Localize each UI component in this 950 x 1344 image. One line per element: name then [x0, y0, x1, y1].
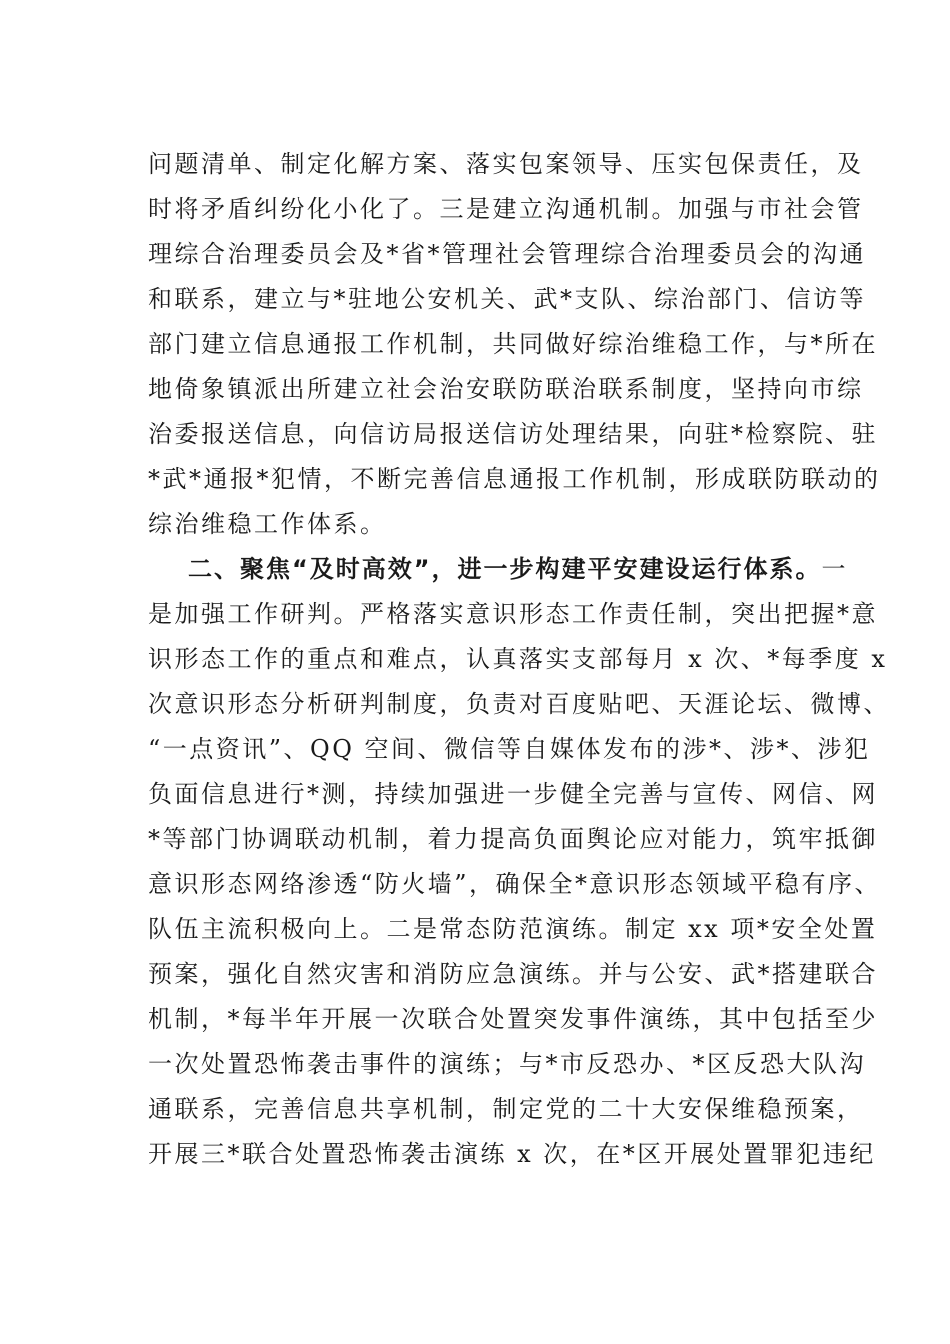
body-line: 问题清单、制定化解方案、落实包案领导、压实包保责任，及 [148, 150, 864, 178]
body-line: 意识形态网络渗透“防火墙”，确保全*意识形态领域平稳有序、 [148, 870, 882, 898]
body-line: 部门建立信息通报工作机制，共同做好综治维稳工作，与*所在 [148, 330, 878, 358]
body-line: *武*通报*犯情，不断完善信息通报工作机制，形成联防联动的 [148, 465, 881, 493]
body-line: 时将矛盾纠纷化小化了。三是建立沟通机制。加强与市社会管 [148, 195, 864, 223]
body-line: 通联系，完善信息共享机制，制定党的二十大安保维稳预案， [148, 1095, 864, 1123]
body-line: 队伍主流积极向上。二是常态防范演练。制定 xx 项*安全处置 [148, 915, 878, 943]
body-line: 治委报送信息，向信访局报送信访处理结果，向驻*检察院、驻 [148, 420, 878, 448]
heading-line-rest: 一 [821, 555, 849, 583]
section-heading: 二、聚焦“及时高效”，进一步构建平安建设运行体系。 [188, 555, 822, 583]
body-line: 一次处置恐怖袭击事件的演练；与*市反恐办、*区反恐大队沟 [148, 1050, 866, 1078]
body-line: “一点资讯”、QQ 空间、微信等自媒体发布的涉*、涉*、涉犯 [148, 735, 871, 763]
section-heading-line [188, 549, 848, 589]
body-line: 负面信息进行*测，持续加强进一步健全完善与宣传、网信、网 [148, 780, 878, 808]
body-line: 理综合治理委员会及*省*管理社会管理综合治理委员会的沟通 [148, 240, 866, 268]
body-line: 机制，*每半年开展一次联合处置突发事件演练，其中包括至少 [148, 1005, 878, 1033]
body-line: 次意识形态分析研判制度，负责对百度贴吧、天涯论坛、微博、 [148, 690, 890, 718]
body-line: 地倚象镇派出所建立社会治安联防联治联系制度，坚持向市综 [148, 375, 864, 403]
body-line: 是加强工作研判。严格落实意识形态工作责任制，突出把握*意 [148, 600, 878, 628]
body-line: 综治维稳工作体系。 [148, 510, 387, 538]
body-line: *等部门协调联动机制，着力提高负面舆论应对能力，筑牢抵御 [148, 825, 878, 853]
body-line: 开展三*联合处置恐怖袭击演练 x 次，在*区开展处置罪犯违纪 [148, 1140, 876, 1168]
body-line: 识形态工作的重点和难点，认真落实支部每月 x 次、*每季度 x [148, 645, 888, 673]
body-line: 和联系，建立与*驻地公安机关、武*支队、综治部门、信访等 [148, 285, 866, 313]
body-line: 预案，强化自然灾害和消防应急演练。并与公安、武*搭建联合 [148, 960, 878, 988]
